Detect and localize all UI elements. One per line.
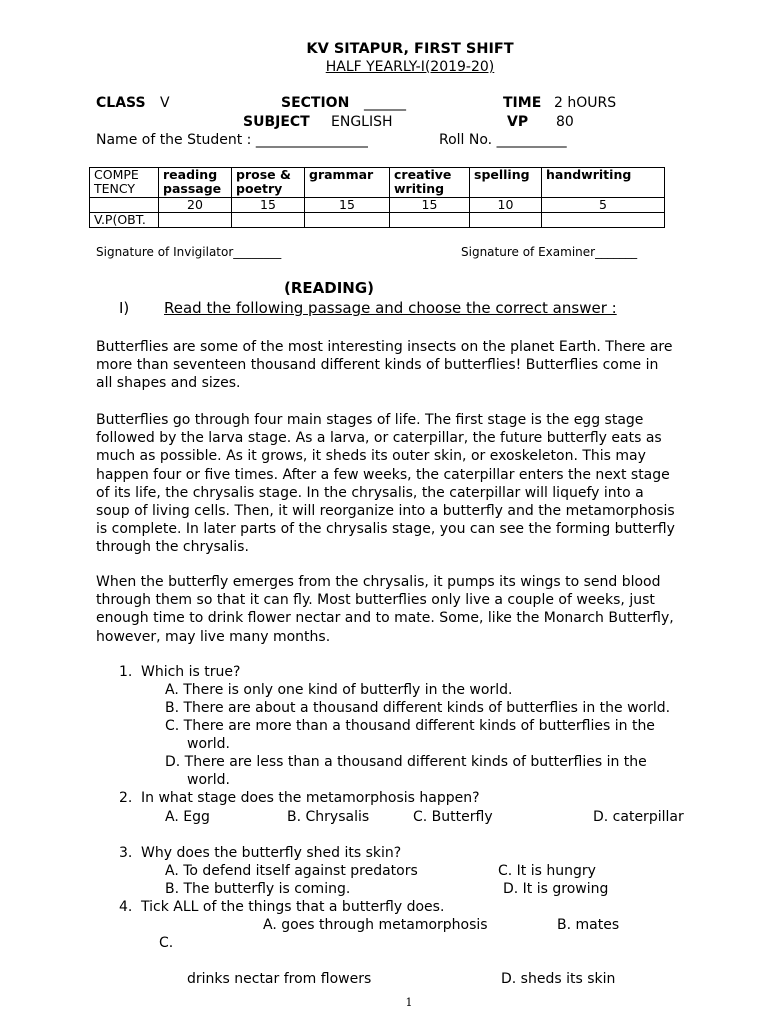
obtained-creative-writing: [390, 213, 470, 228]
competency-header-cell: COMPE TENCY: [90, 168, 159, 198]
question-4-option-d: D. sheds its skin: [501, 971, 616, 987]
question-4-option-c: C.: [159, 935, 174, 951]
subject-label: SUBJECT: [243, 114, 310, 130]
question-2-option-c: C. Butterfly: [413, 809, 493, 825]
question-4-option-c-text: drinks nectar from flowers: [187, 971, 372, 987]
question-4-option-a: A. goes through metamorphosis: [263, 917, 488, 933]
question-4-number: 4.: [119, 899, 133, 915]
question-3-option-c: C. It is hungry: [498, 863, 596, 879]
column-prose-poetry: prose & poetry: [232, 168, 305, 198]
school-title: KV SITAPUR, FIRST SHIFT: [306, 41, 514, 57]
question-2-option-d: D. caterpillar: [593, 809, 684, 825]
question-1-option-d: D. There are less than a thousand different kinds of butterflies in the: [165, 754, 647, 770]
column-spelling: spelling: [470, 168, 542, 198]
question-3-option-d: D. It is growing: [503, 881, 609, 897]
question-2-text: In what stage does the metamorphosis happen?: [141, 790, 480, 806]
question-1-option-c: C. There are more than a thousand different kinds of butterflies in the: [165, 718, 655, 734]
question-3-number: 3.: [119, 845, 133, 861]
question-2-option-a: A. Egg: [165, 809, 210, 825]
marks-row-label: [90, 198, 159, 213]
obtained-reading-passage: [159, 213, 232, 228]
column-creative-writing: creative writing: [390, 168, 470, 198]
obtained-spelling: [470, 213, 542, 228]
examiner-signature: Signature of Examiner_______: [461, 245, 638, 259]
marks-handwriting: 5: [542, 198, 665, 213]
marks-reading-passage: 20: [159, 198, 232, 213]
vp-value: 80: [556, 114, 574, 130]
question-1-number: 1.: [119, 664, 133, 680]
instruction: Read the following passage and choose the correct answer :: [164, 299, 617, 317]
passage-paragraph-2: Butterflies go through four main stages of life. The first stage is the egg stage followed by the larva stage. As a larva, or caterpillar, the future butterfly eats as much as possible. As it grows, it sheds its outer skin, or exoskeleton. This may happen four or five times. After a few weeks, the caterpillar enters the next stage of its life, the chrysalis stage. In the chrysalis, the caterpillar will liquefy into a soup of living cells. Then, it will reorganize into a butterfly and the metamorphosis is complete. In later parts of the chrysalis stage, you can see the forming butterfly through the chrysalis.: [96, 412, 675, 556]
obtained-grammar: [305, 213, 390, 228]
class-label: CLASS: [96, 95, 146, 111]
subject-value: ENGLISH: [331, 114, 393, 130]
question-1-option-c-cont: world.: [187, 736, 230, 752]
section-blank: ______: [364, 95, 406, 111]
passage-paragraph-1: Butterflies are some of the most interesting insects on the planet Earth. There are more than seventeen thousand different kinds of butterflies! Butterflies come in all shapes and sizes.: [96, 339, 673, 392]
page-number: 1: [405, 996, 413, 1009]
obtained-row-label: V.P(OBT.: [90, 213, 159, 228]
marks-prose-poetry: 15: [232, 198, 305, 213]
roll-number-field: Roll No. __________: [439, 132, 567, 148]
question-3-option-b: B. The butterfly is coming.: [165, 881, 351, 897]
invigilator-signature: Signature of Invigilator________: [96, 245, 282, 259]
question-2-number: 2.: [119, 790, 133, 806]
column-handwriting: handwriting: [542, 168, 665, 198]
question-4-option-b: B. mates: [557, 917, 620, 933]
question-1-option-b: B. There are about a thousand different kinds of butterflies in the world.: [165, 700, 671, 716]
question-2-option-b: B. Chrysalis: [287, 809, 370, 825]
obtained-prose-poetry: [232, 213, 305, 228]
instruction-number: I): [119, 299, 130, 317]
question-4-text: Tick ALL of the things that a butterfly does.: [141, 899, 445, 915]
column-reading-passage: reading passage: [159, 168, 232, 198]
question-1-option-a: A. There is only one kind of butterfly in the world.: [165, 682, 513, 698]
marks-grammar: 15: [305, 198, 390, 213]
passage-paragraph-3: When the butterfly emerges from the chrysalis, it pumps its wings to send blood through them so that it can fly. Most butterflies only live a couple of weeks, just enough time to drink flower nectar and to mate. Some, like the Monarch Butterfly, however, may live many months.: [96, 574, 674, 645]
time-value: 2 hOURS: [554, 95, 617, 111]
section-label: SECTION: [281, 95, 350, 111]
class-value: V: [160, 95, 170, 111]
competency-table: [89, 167, 665, 228]
exam-title: HALF YEARLY-I(2019-20): [325, 59, 495, 75]
question-1-option-d-cont: world.: [187, 772, 230, 788]
obtained-handwriting: [542, 213, 665, 228]
section-title: (READING): [284, 279, 375, 297]
question-3-text: Why does the butterfly shed its skin?: [141, 845, 402, 861]
question-3-option-a: A. To defend itself against predators: [165, 863, 418, 879]
student-name-field: Name of the Student : ________________: [96, 132, 368, 148]
column-grammar: grammar: [305, 168, 390, 198]
vp-label: VP: [507, 114, 529, 130]
marks-creative-writing: 15: [390, 198, 470, 213]
marks-spelling: 10: [470, 198, 542, 213]
question-1-text: Which is true?: [141, 664, 241, 680]
time-label: TIME: [503, 95, 542, 111]
